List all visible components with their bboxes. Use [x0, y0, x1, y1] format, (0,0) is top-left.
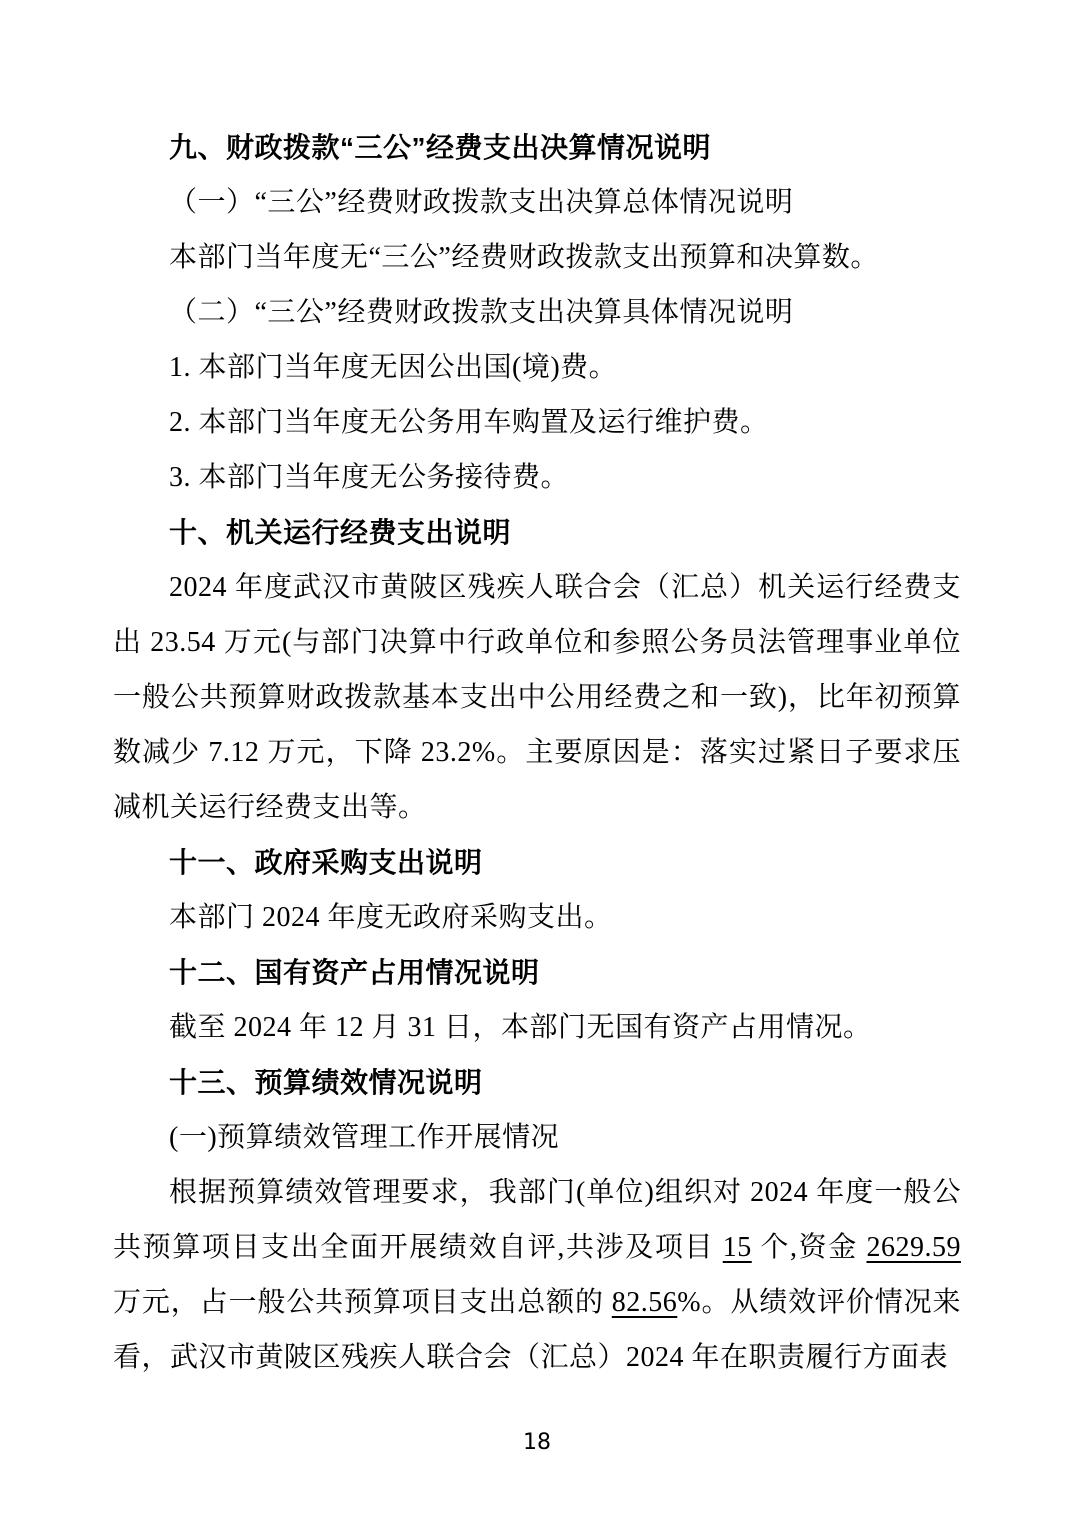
section-heading-thirteen: 十三、预算绩效情况说明 — [169, 1067, 483, 1098]
paragraph-item-1: 1. 本部门当年度无因公出国(境)费。 — [169, 352, 618, 383]
page-number: 18 — [523, 1430, 551, 1455]
paragraph-procurement: 本部门 2024 年度无政府采购支出。 — [169, 902, 613, 933]
paragraph-three-public-overall: 本部门当年度无“三公”经费财政拨款支出预算和决算数。 — [169, 242, 879, 273]
underlined-fund-amount: 2629.59 — [866, 1232, 961, 1263]
underlined-project-count: 15 — [722, 1232, 752, 1263]
document-content — [113, 120, 961, 1385]
section-heading-twelve: 十二、国有资产占用情况说明 — [169, 957, 540, 988]
performance-text-segment: 个,资金 — [751, 1232, 867, 1263]
paragraph-operating-expense: 2024 年度武汉市黄陂区残疾人联合会（汇总）机关运行经费支出 23.54 万元(与部门决算中行政单位和参照公务员法管理事业单位一般公共预算财政拨款基本支出中公用经费之和一致)，比年初预算数减少 7.12 万元，下降 23.2%。主要原因是：落实过紧日子要求压减机关运行经费支出等。 — [113, 572, 961, 823]
performance-text-segment: %。从绩效评价情况来看，武汉市黄陂区残疾人联合会（汇总）2024 年在职责履行方面表 — [113, 1287, 961, 1373]
paragraph-performance-detail — [113, 1165, 961, 1385]
paragraph-performance-subheading: (一)预算绩效管理工作开展情况 — [169, 1122, 560, 1153]
section-heading-nine: 九、财政拨款“三公”经费支出决算情况说明 — [169, 132, 712, 163]
section-heading-eleven: 十一、政府采购支出说明 — [169, 847, 483, 878]
performance-text-segment: 万元，占一般公共预算项目支出总额的 — [113, 1287, 612, 1318]
section-heading-ten: 十、机关运行经费支出说明 — [169, 517, 512, 548]
performance-text-segment: 根据预算绩效管理要求，我部门(单位)组织对 2024 年度一般公共预算项目支出全面开展绩效自评,共涉及项目 — [113, 1177, 961, 1263]
underlined-percentage: 82.56 — [611, 1287, 678, 1318]
paragraph-item-2: 2. 本部门当年度无公务用车购置及运行维护费。 — [169, 407, 769, 438]
paragraph-state-assets: 截至 2024 年 12 月 31 日，本部门无国有资产占用情况。 — [169, 1012, 872, 1043]
paragraph-item-3: 3. 本部门当年度无公务接待费。 — [169, 462, 570, 493]
paragraph-subheading-one: （一）“三公”经费财政拨款支出决算总体情况说明 — [169, 187, 794, 218]
paragraph-subheading-two: （二）“三公”经费财政拨款支出决算具体情况说明 — [169, 297, 794, 328]
